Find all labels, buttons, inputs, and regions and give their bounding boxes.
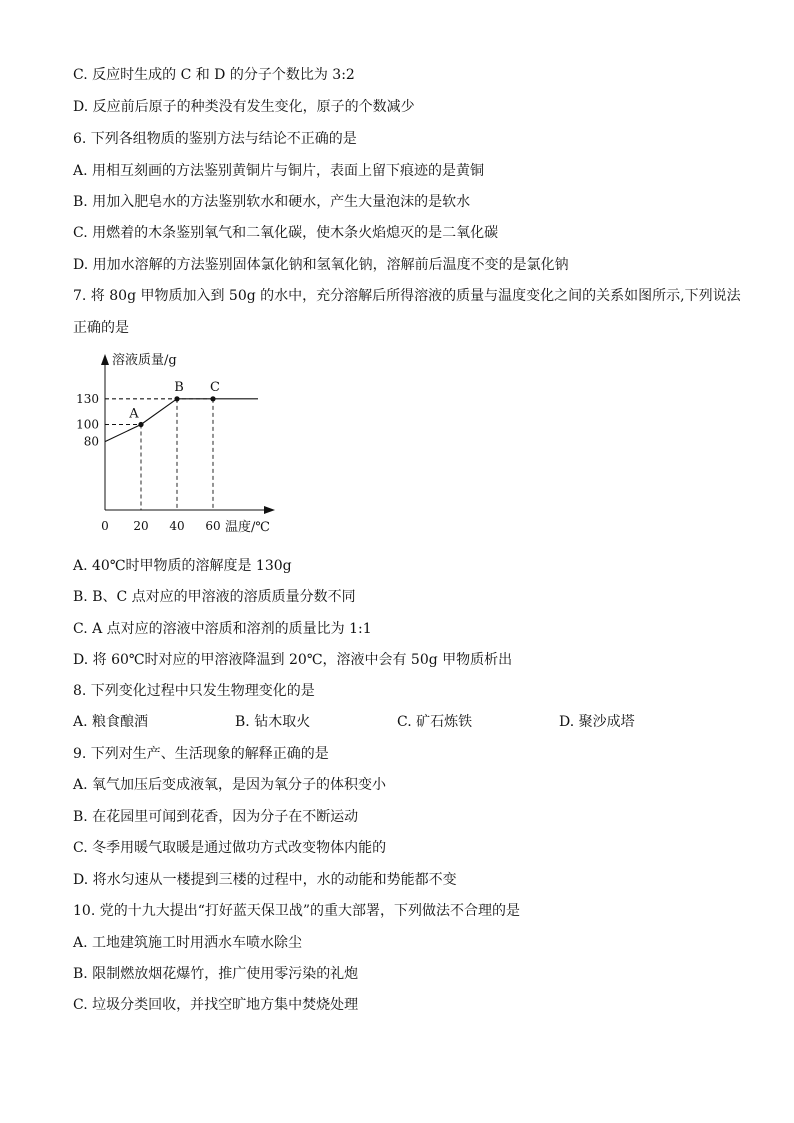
y-tick-label: 130 (76, 391, 99, 406)
q10-option-c: C. 垃圾分类回收，并找空旷地方集中焚烧处理 (73, 997, 359, 1013)
y-tick-label: 100 (76, 417, 99, 432)
q7-option-b: B. B、C 点对应的甲溶液的溶质质量分数不同 (73, 589, 356, 605)
q6-option-b: B. 用加入肥皂水的方法鉴别软水和硬水，产生大量泡沫的是软水 (73, 194, 471, 210)
question-7: 7. 将 80g 甲物质加入到 50g 的水中，充分溶解后所得溶液的质量与温度变化之间的关系如图所示,下列说法 (73, 288, 741, 304)
y-tick-label: 80 (83, 434, 99, 449)
q7-option-d: D. 将 60℃时对应的甲溶液降温到 20℃，溶液中会有 50g 甲物质析出 (73, 652, 513, 668)
point-label-c: C (210, 379, 220, 395)
q9-option-c: C. 冬季用暖气取暖是通过做功方式改变物体内能的 (73, 840, 387, 856)
x-axis-arrow (264, 506, 275, 514)
point-label-b: B (174, 379, 184, 395)
point-b (174, 396, 179, 401)
y-axis-arrow (101, 354, 109, 365)
q7-option-a: A. 40℃时甲物质的溶解度是 130g (73, 558, 292, 574)
x-axis-label: 温度/℃ (225, 520, 270, 535)
x-tick-label: 60 (205, 519, 221, 533)
y-axis-label: 溶液质量/g (112, 353, 177, 368)
x-tick-label: 20 (133, 519, 149, 533)
option-d-prev: D. 反应前后原子的种类没有发生变化，原子的个数减少 (73, 99, 415, 115)
q6-option-a: A. 用相互刻画的方法鉴别黄铜片与铜片，表面上留下痕迹的是黄铜 (73, 163, 485, 179)
solubility-chart (76, 345, 280, 540)
q6-option-d: D. 用加水溶解的方法鉴别固体氯化钠和氢氧化钠，溶解前后温度不变的是氯化钠 (73, 257, 569, 273)
question-10: 10. 党的十九大提出“打好蓝天保卫战”的重大部署，下列做法不合理的是 (73, 903, 521, 919)
q10-option-a: A. 工地建筑施工时用洒水车喷水除尘 (73, 935, 303, 951)
q9-option-d: D. 将水匀速从一楼提到三楼的过程中，水的动能和势能都不变 (73, 872, 457, 888)
point-c (210, 396, 215, 401)
q9-option-a: A. 氧气加压后变成液氧，是因为氧分子的体积变小 (73, 777, 387, 793)
question-7-cont: 正确的是 (73, 320, 129, 336)
q8-option-a: A. 粮食酿酒 (73, 714, 149, 730)
option-c-prev: C. 反应时生成的 C 和 D 的分子个数比为 3:2 (73, 67, 355, 83)
question-9: 9. 下列对生产、生活现象的解释正确的是 (73, 746, 329, 762)
q9-option-b: B. 在花园里可闻到花香，因为分子在不断运动 (73, 809, 359, 825)
q8-option-d: D. 聚沙成塔 (559, 714, 635, 730)
q8-option-b: B. 钻木取火 (235, 714, 311, 730)
x-tick-label: 40 (169, 519, 185, 533)
x-tick-label: 0 (101, 519, 109, 533)
question-6: 6. 下列各组物质的鉴别方法与结论不正确的是 (73, 131, 357, 147)
q8-option-c: C. 矿石炼铁 (397, 714, 473, 730)
solution-mass-curve (105, 399, 258, 442)
q6-option-c: C. 用燃着的木条鉴别氧气和二氧化碳，使木条火焰熄灭的是二氧化碳 (73, 225, 499, 241)
q7-option-c: C. A 点对应的溶液中溶质和溶剂的质量比为 1:1 (73, 621, 372, 637)
point-a (138, 422, 143, 427)
q10-option-b: B. 限制燃放烟花爆竹，推广使用零污染的礼炮 (73, 966, 359, 982)
point-label-a: A (129, 406, 139, 422)
question-8: 8. 下列变化过程中只发生物理变化的是 (73, 683, 315, 699)
